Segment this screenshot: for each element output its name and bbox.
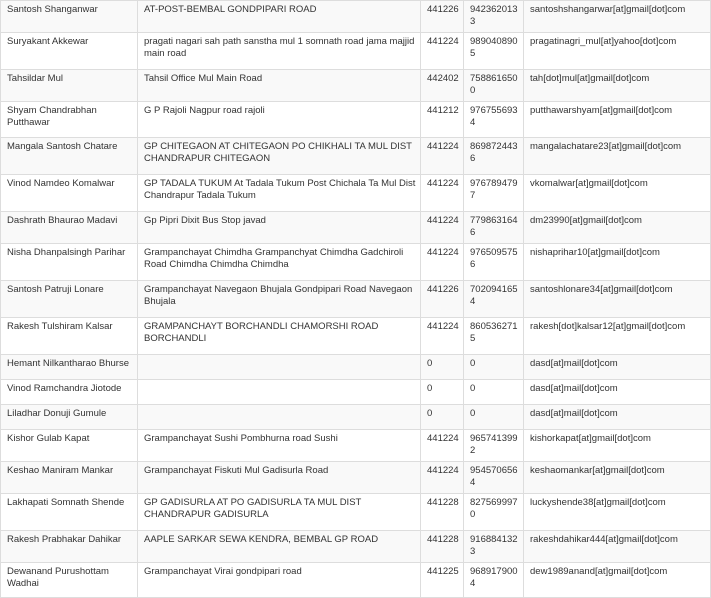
phone-cell: 9765095756 bbox=[464, 244, 524, 281]
pincode-cell: 0 bbox=[421, 405, 464, 430]
email-cell: dasd[at]mail[dot]com bbox=[524, 380, 711, 405]
address-cell: Grampanchayat Sushi Pombhurna road Sushi bbox=[138, 430, 421, 462]
name-cell: Tahsildar Mul bbox=[1, 70, 138, 102]
table-row bbox=[1, 175, 711, 212]
phone-cell: 9168841323 bbox=[464, 531, 524, 563]
email-cell: nishaprihar10[at]gmail[dot]com bbox=[524, 244, 711, 281]
email-cell: dew1989anand[at]gmail[dot]com bbox=[524, 563, 711, 598]
name-cell: Vinod Ramchandra Jiotode bbox=[1, 380, 138, 405]
pincode-cell: 441228 bbox=[421, 531, 464, 563]
name-cell: Santosh Patruji Lonare bbox=[1, 281, 138, 318]
email-cell: luckyshende38[at]gmail[dot]com bbox=[524, 494, 711, 531]
address-cell: Grampanchayat Navegaon Bhujala Gondpipari Road Navegaon Bhujala bbox=[138, 281, 421, 318]
address-cell: Grampanchayat Fiskuti Mul Gadisurla Road bbox=[138, 462, 421, 494]
phone-cell: 9890408905 bbox=[464, 33, 524, 70]
phone-cell: 8275699970 bbox=[464, 494, 524, 531]
name-cell: Dashrath Bhaurao Madavi bbox=[1, 212, 138, 244]
address-cell: GRAMPANCHAYT BORCHANDLI CHAMORSHI ROAD BORCHANDLI bbox=[138, 318, 421, 355]
name-cell: Nisha Dhanpalsingh Parihar bbox=[1, 244, 138, 281]
table-row bbox=[1, 318, 711, 355]
phone-cell: 7020941654 bbox=[464, 281, 524, 318]
pincode-cell: 441224 bbox=[421, 318, 464, 355]
pincode-cell: 441224 bbox=[421, 212, 464, 244]
table-row bbox=[1, 494, 711, 531]
pincode-cell: 441228 bbox=[421, 494, 464, 531]
email-cell: dasd[at]mail[dot]com bbox=[524, 405, 711, 430]
email-cell: rakesh[dot]kalsar12[at]gmail[dot]com bbox=[524, 318, 711, 355]
phone-cell: 9423620133 bbox=[464, 1, 524, 33]
name-cell: Kishor Gulab Kapat bbox=[1, 430, 138, 462]
phone-cell: 9767894797 bbox=[464, 175, 524, 212]
table-row bbox=[1, 355, 711, 380]
pincode-cell: 442402 bbox=[421, 70, 464, 102]
address-cell: Grampanchayat Chimdha Grampanchyat Chimdha Gadchiroli Road Chimdha Chimdha Chimdha bbox=[138, 244, 421, 281]
email-cell: tah[dot]mul[at]gmail[dot]com bbox=[524, 70, 711, 102]
pincode-cell: 441224 bbox=[421, 462, 464, 494]
name-cell: Dewanand Purushottam Wadhai bbox=[1, 563, 138, 598]
address-cell: G P Rajoli Nagpur road rajoli bbox=[138, 102, 421, 138]
pincode-cell: 441224 bbox=[421, 175, 464, 212]
name-cell: Keshao Maniram Mankar bbox=[1, 462, 138, 494]
pincode-cell: 441225 bbox=[421, 563, 464, 598]
table-row bbox=[1, 380, 711, 405]
address-cell: GP TADALA TUKUM At Tadala Tukum Post Chichala Ta Mul Dist Chandrapur Tadala Tukum bbox=[138, 175, 421, 212]
name-cell: Liladhar Donuji Gumule bbox=[1, 405, 138, 430]
email-cell: rakeshdahikar444[at]gmail[dot]com bbox=[524, 531, 711, 563]
pincode-cell: 441224 bbox=[421, 244, 464, 281]
name-cell: Rakesh Prabhakar Dahikar bbox=[1, 531, 138, 563]
table-row bbox=[1, 70, 711, 102]
address-cell bbox=[138, 355, 421, 380]
table-row bbox=[1, 405, 711, 430]
name-cell: Santosh Shanganwar bbox=[1, 1, 138, 33]
pincode-cell: 441226 bbox=[421, 1, 464, 33]
name-cell: Mangala Santosh Chatare bbox=[1, 138, 138, 175]
table-row bbox=[1, 1, 711, 33]
email-cell: santoshlonare34[at]gmail[dot]com bbox=[524, 281, 711, 318]
email-cell: keshaomankar[at]gmail[dot]com bbox=[524, 462, 711, 494]
pincode-cell: 0 bbox=[421, 380, 464, 405]
address-cell: pragati nagari sah path sanstha mul 1 somnath road jama majjid main road bbox=[138, 33, 421, 70]
name-cell: Hemant Nilkantharao Bhurse bbox=[1, 355, 138, 380]
email-cell: kishorkapat[at]gmail[dot]com bbox=[524, 430, 711, 462]
phone-cell: 8698724436 bbox=[464, 138, 524, 175]
phone-cell: 0 bbox=[464, 405, 524, 430]
phone-cell: 0 bbox=[464, 355, 524, 380]
phone-cell: 0 bbox=[464, 380, 524, 405]
table-row bbox=[1, 462, 711, 494]
pincode-cell: 441224 bbox=[421, 430, 464, 462]
table-row bbox=[1, 138, 711, 175]
email-cell: pragatinagri_mul[at]yahoo[dot]com bbox=[524, 33, 711, 70]
email-cell: santoshshangarwar[at]gmail[dot]com bbox=[524, 1, 711, 33]
phone-cell: 7798631646 bbox=[464, 212, 524, 244]
name-cell: Rakesh Tulshiram Kalsar bbox=[1, 318, 138, 355]
pincode-cell: 441224 bbox=[421, 138, 464, 175]
table-row bbox=[1, 281, 711, 318]
address-cell bbox=[138, 380, 421, 405]
email-cell: putthawarshyam[at]gmail[dot]com bbox=[524, 102, 711, 138]
address-cell: AAPLE SARKAR SEWA KENDRA, BEMBAL GP ROAD bbox=[138, 531, 421, 563]
phone-cell: 9545706564 bbox=[464, 462, 524, 494]
address-cell: Gp Pipri Dixit Bus Stop javad bbox=[138, 212, 421, 244]
name-cell: Lakhapati Somnath Shende bbox=[1, 494, 138, 531]
email-cell: vkomalwar[at]gmail[dot]com bbox=[524, 175, 711, 212]
address-cell: AT-POST-BEMBAL GONDPIPARI ROAD bbox=[138, 1, 421, 33]
table-row bbox=[1, 212, 711, 244]
address-cell: Tahsil Office Mul Main Road bbox=[138, 70, 421, 102]
table-row bbox=[1, 102, 711, 138]
phone-cell: 9767556934 bbox=[464, 102, 524, 138]
phone-cell: 9657413992 bbox=[464, 430, 524, 462]
table-row bbox=[1, 531, 711, 563]
address-cell bbox=[138, 405, 421, 430]
table-row bbox=[1, 244, 711, 281]
address-cell: Grampanchayat Virai gondpipari road bbox=[138, 563, 421, 598]
table-row bbox=[1, 430, 711, 462]
email-cell: dm23990[at]gmail[dot]com bbox=[524, 212, 711, 244]
address-cell: GP GADISURLA AT PO GADISURLA TA MUL DIST CHANDRAPUR GADISURLA bbox=[138, 494, 421, 531]
email-cell: mangalachatare23[at]gmail[dot]com bbox=[524, 138, 711, 175]
name-cell: Vinod Namdeo Komalwar bbox=[1, 175, 138, 212]
email-cell: dasd[at]mail[dot]com bbox=[524, 355, 711, 380]
pincode-cell: 441224 bbox=[421, 33, 464, 70]
name-cell: Suryakant Akkewar bbox=[1, 33, 138, 70]
table-row bbox=[1, 33, 711, 70]
pincode-cell: 441212 bbox=[421, 102, 464, 138]
pincode-cell: 441226 bbox=[421, 281, 464, 318]
table-row bbox=[1, 563, 711, 598]
name-cell: Shyam Chandrabhan Putthawar bbox=[1, 102, 138, 138]
pincode-cell: 0 bbox=[421, 355, 464, 380]
phone-cell: 7588616500 bbox=[464, 70, 524, 102]
phone-cell: 9689179004 bbox=[464, 563, 524, 598]
address-cell: GP CHITEGAON AT CHITEGAON PO CHIKHALI TA MUL DIST CHANDRAPUR CHITEGAON bbox=[138, 138, 421, 175]
phone-cell: 8605362715 bbox=[464, 318, 524, 355]
